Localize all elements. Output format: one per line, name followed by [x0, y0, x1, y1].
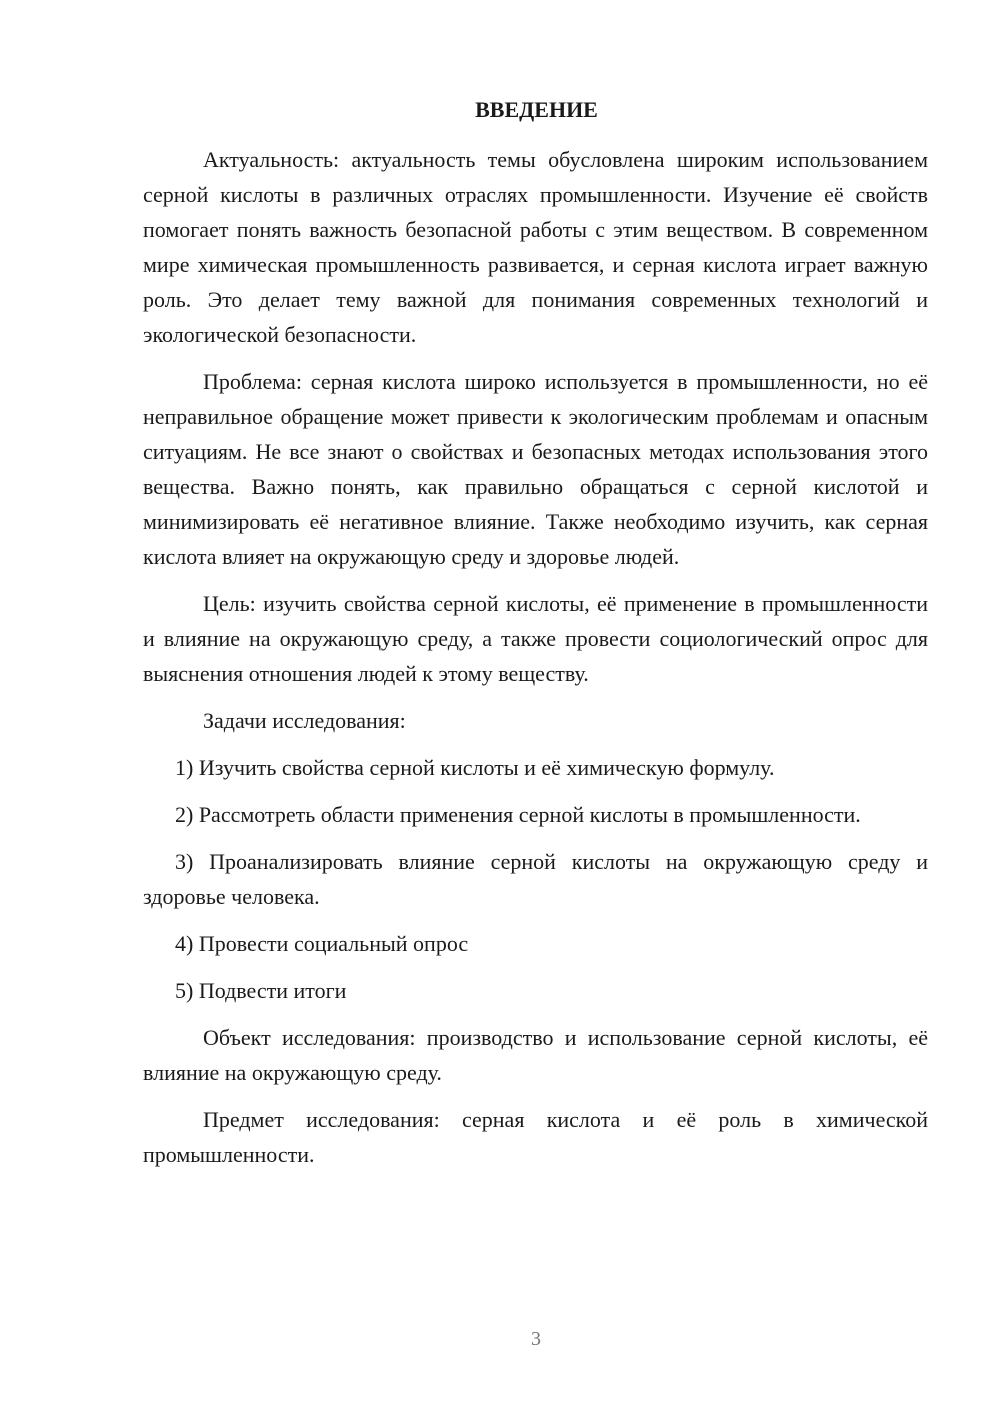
page-number: 3 — [531, 1328, 541, 1350]
section-title: ВВЕДЕНИЕ — [475, 97, 598, 122]
tasks-heading: Задачи исследования: — [203, 708, 406, 733]
relevance-paragraph: Актуальность: актуальность темы обусловлена широким использованием серной кислоты в различных отраслях промышленности. Изучение её свойств помогает понять важность безопасной работы с этим веществом. В современном мире химическая промышленность развивается, и серная кислота играет важную роль. Это делает тему важной для понимания современных технологий и экологической безопасности. — [143, 147, 928, 347]
subject-paragraph: Предмет исследования: серная кислота и её роль в химической промышленности. — [143, 1107, 928, 1167]
task-item-2: 2) Рассмотреть области применения серной кислоты в промышленности. — [175, 802, 861, 827]
object-paragraph: Объект исследования: производство и использование серной кислоты, её влияние на окружающую среду. — [143, 1025, 928, 1085]
goal-paragraph: Цель: изучить свойства серной кислоты, её применение в промышленности и влияние на окружающую среду, а также провести социологический опрос для выяснения отношения людей к этому веществу. — [143, 591, 928, 686]
problem-paragraph: Проблема: серная кислота широко используется в промышленности, но её неправильное обращение может привести к экологическим проблемам и опасным ситуациям. Не все знают о свойствах и безопасных методах использования этого вещества. Важно понять, как правильно обращаться с серной кислотой и минимизировать её негативное влияние. Также необходимо изучить, как серная кислота влияет на окружающую среду и здоровье людей. — [143, 369, 928, 569]
task-item-4: 4) Провести социальный опрос — [175, 931, 469, 956]
task-item-5: 5) Подвести итоги — [175, 978, 347, 1003]
task-item-1: 1) Изучить свойства серной кислоты и её химическую формулу. — [175, 755, 775, 780]
task-item-3: 3) Проанализировать влияние серной кислоты на окружающую среду и здоровье человека. — [143, 849, 928, 909]
document-page — [143, 92, 928, 1172]
